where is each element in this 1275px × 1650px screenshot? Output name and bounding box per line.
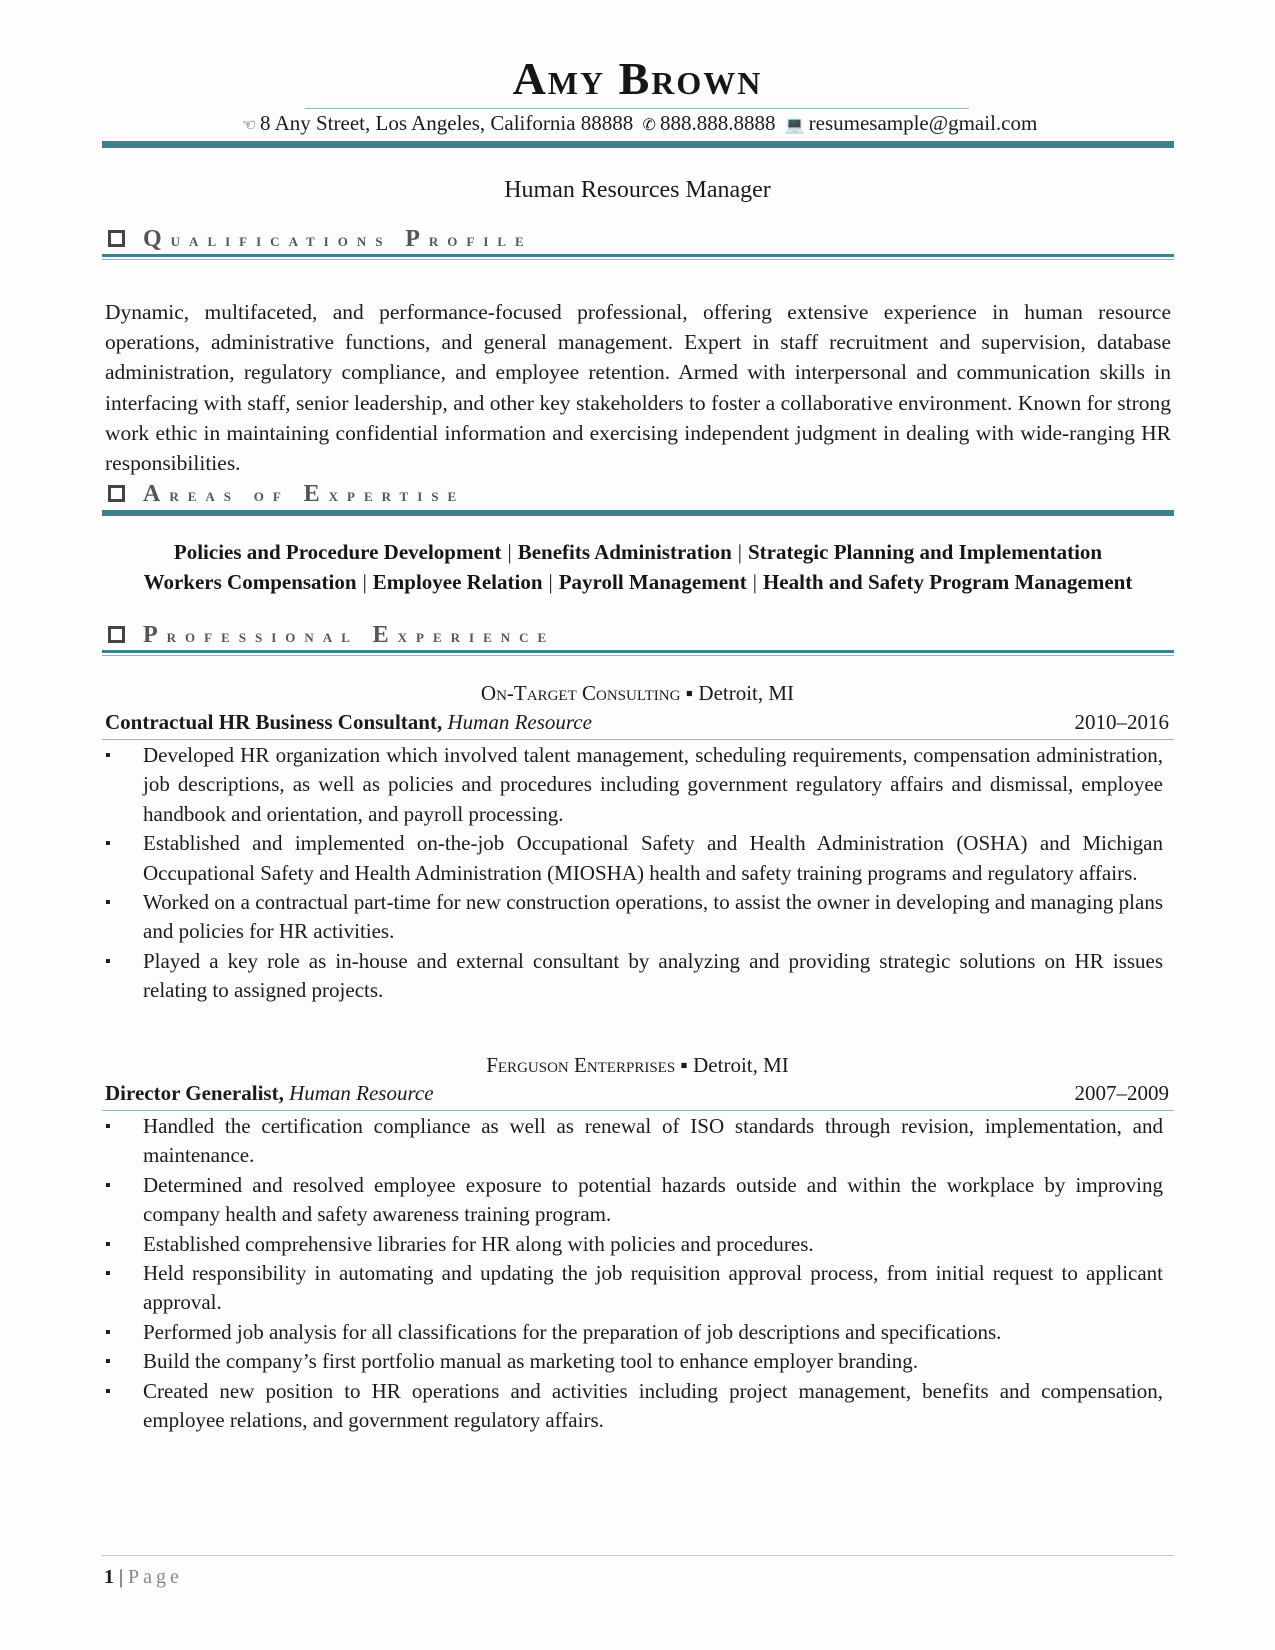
expertise-item: Policies and Procedure Development (173, 540, 502, 564)
contact-line (0, 111, 1275, 136)
list-item: ▪ Build the company’s first portfolio manual as marketing tool to enhance employer branding. (105, 1347, 1163, 1376)
list-item: ▪ Established comprehensive libraries for HR along with policies and procedures. (105, 1230, 1163, 1259)
candidate-name: Amy Brown (512, 53, 763, 104)
expertise-item: Health and Safety Program Management (762, 570, 1133, 594)
role-department: Human Resource (447, 710, 592, 734)
company-location: Detroit, MI (693, 1053, 789, 1077)
role-years: 2007–2009 (1074, 1081, 1169, 1105)
section-heading-expertise: Areas of Expertise (108, 481, 465, 509)
expertise-item: Strategic Planning and Implementation (748, 540, 1103, 564)
job-bullets (105, 1112, 1163, 1435)
checkbox-icon (108, 230, 125, 247)
company-location: Detroit, MI (698, 681, 795, 705)
expertise-row-2: Workers Compensation | Employee Relation | Payroll Management | Health and Safety Program Management (143, 570, 1133, 594)
list-item: ▪ Held responsibility in automating and updating the job requisition approval process, from initial request to applicant approval. (105, 1259, 1163, 1318)
role-row (105, 1081, 1169, 1106)
phone-icon: ✆ (642, 117, 656, 134)
company-line: On-Target Consulting ▪ Detroit, MI (480, 681, 795, 705)
role-department: Human Resource (289, 1081, 434, 1105)
role-rule (102, 1110, 1174, 1111)
laptop-icon: 💻 (784, 117, 805, 134)
page-label: Page (128, 1566, 183, 1588)
footer-rule (102, 1555, 1174, 1556)
checkbox-icon (108, 485, 125, 502)
page-number: 1 (104, 1566, 114, 1588)
list-item: ▪ Developed HR organization which involved talent management, scheduling requirements, compensation administration, job descriptions, as well as policies and procedures including government regulatory affairs and dismissal, employee handbook and orientation, and payroll processing. (105, 741, 1163, 829)
section-rule (102, 510, 1174, 516)
role-rule (102, 739, 1174, 740)
job-title: Human Resources Manager (504, 177, 771, 203)
role-title: Director Generalist, (105, 1081, 284, 1105)
role-row (105, 710, 1169, 735)
section-rule (102, 254, 1174, 260)
section-heading-experience: Professional Experience (108, 622, 555, 650)
list-item: ▪ Played a key role as in-house and external consultant by analyzing and providing strategic solutions on HR issues relating to assigned projects. (105, 947, 1163, 1006)
list-item: ▪ Handled the certification compliance as well as renewal of ISO standards through revision, implementation, and maintenance. (105, 1112, 1163, 1171)
name-underline (305, 108, 969, 109)
phone: 888.888.8888 (659, 111, 776, 135)
page-footer: 1 | Page (104, 1566, 183, 1588)
list-item: ▪ Worked on a contractual part-time for new construction operations, to assist the owner in developing and managing plans and policies for HR activities. (105, 888, 1163, 947)
list-item: ▪ Determined and resolved employee exposure to potential hazards outside and within the workplace by improving company health and safety awareness training program. (105, 1171, 1163, 1230)
address: 8 Any Street, Los Angeles, California 88888 (260, 111, 634, 135)
section-rule (102, 650, 1174, 656)
company-line: Ferguson Enterprises ▪ Detroit, MI (486, 1053, 789, 1077)
company-name: On-Target Consulting (480, 681, 681, 705)
profile-paragraph: Dynamic, multifaceted, and performance-focused professional, offering extensive experience in human resource operations, administrative functions, and general management. Expert in staff recruitment and supervision, database administration, regulatory compliance, and employee retention. Armed with interpersonal and communication skills in interfacing with staff, senior leadership, and other key stakeholders to foster a collaborative environment. Known for strong work ethic in maintaining confidential information and exercising independent judgment in dealing with wide-ranging HR responsibilities. (105, 300, 1171, 476)
email[interactable]: resumesample@gmail.com (808, 111, 1038, 135)
role-years: 2010–2016 (1074, 710, 1169, 734)
job-bullets (105, 741, 1163, 1006)
pointing-hand-icon: ☜ (241, 117, 256, 134)
list-item: ▪ Established and implemented on-the-job Occupational Safety and Health Administration (OSHA) and Michigan Occupational Safety and Health Administration (MIOSHA) health and safety training programs and regulatory affairs. (105, 829, 1163, 888)
list-item: ▪ Performed job analysis for all classifications for the preparation of job descriptions and specifications. (105, 1318, 1163, 1347)
expertise-item: Workers Compensation (143, 570, 357, 594)
expertise-item: Employee Relation (372, 570, 543, 594)
header-bar (102, 141, 1174, 148)
expertise-item: Payroll Management (558, 570, 747, 594)
list-item: ▪ Created new position to HR operations and activities including project management, benefits and compensation, employee relations, and government regulatory affairs. (105, 1377, 1163, 1436)
expertise-row-1: Policies and Procedure Development | Benefits Administration | Strategic Planning and Implementation (173, 540, 1103, 564)
role-title: Contractual HR Business Consultant, (105, 710, 443, 734)
company-name: Ferguson Enterprises (486, 1053, 676, 1077)
section-heading-qualifications: Qualifications Profile (108, 226, 533, 254)
checkbox-icon (108, 626, 125, 643)
expertise-item: Benefits Administration (517, 540, 732, 564)
